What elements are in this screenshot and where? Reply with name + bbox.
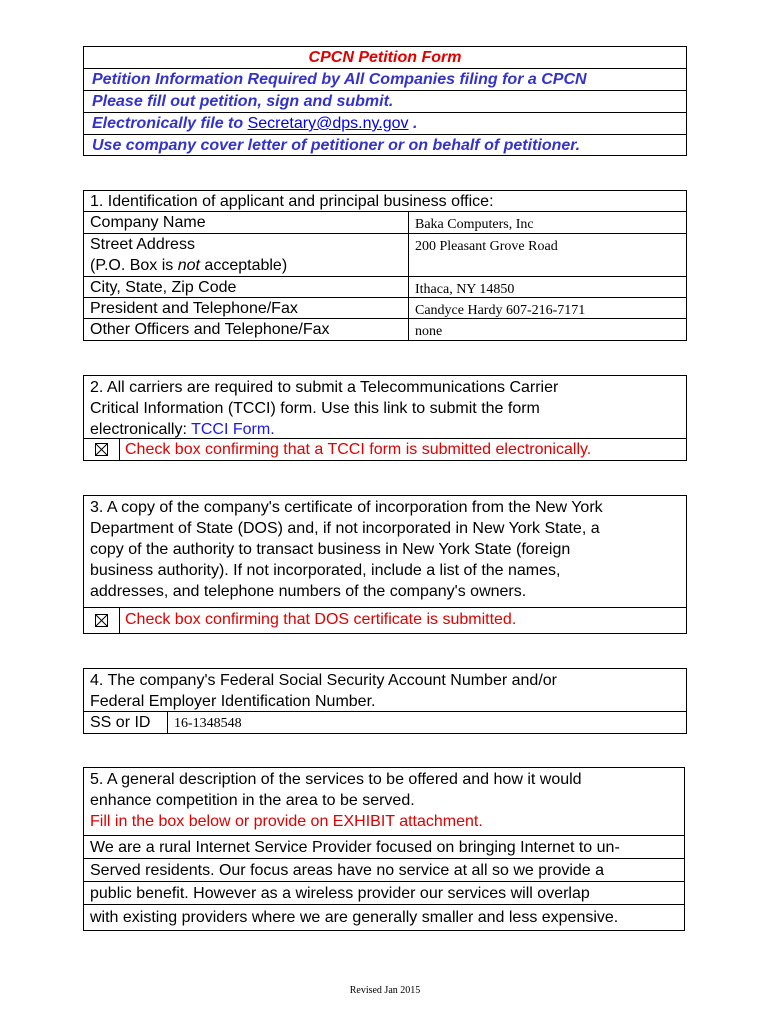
services-answer-line-2[interactable]: Served residents. Our focus areas have no service at all so we provide a [84,859,684,882]
city-state-zip-value[interactable]: Ithaca, NY 14850 [415,282,515,297]
section-5-box [83,767,685,931]
dos-check-row [84,608,686,633]
ss-id-label: SS or ID [84,712,168,733]
checked-box-icon [95,614,108,627]
section-3-text: 3. A copy of the company's certificate of incorporation from the New York Department of State (DOS) and, if not incorporated in New York State, a copy of the authority to transact business in New York State (foreign business authority). If not incorporated, include a list of the names, addresses, and telephone numbers of the company's owners. [84,496,686,608]
other-officers-label: Other Officers and Telephone/Fax [84,319,409,340]
dos-check-label: Check box confirming that DOS certificate is submitted. [125,611,517,628]
other-officers-value[interactable]: none [415,324,443,339]
other-officers-row [84,319,686,340]
po-box-note: (P.O. Box is not acceptable) [90,257,288,274]
ss-id-value[interactable]: 16-1348548 [174,716,242,731]
section-4-text: 4. The company's Federal Social Security Account Number and/or Federal Employer Identification Number. [84,669,686,712]
form-title: CPCN Petition Form [84,47,686,69]
street-address-row [84,234,686,277]
street-address-label [84,234,409,276]
president-row [84,298,686,319]
section-1-heading: 1. Identification of applicant and principal business office: [84,191,686,212]
header-line-4: Use company cover letter of petitioner or on behalf of petitioner. [92,137,581,154]
section-2-box [83,375,687,461]
tcci-form-link[interactable]: TCCI Form [191,421,271,438]
president-value[interactable]: Candyce Hardy 607-216-7171 [415,303,586,318]
section-5-instruction: Fill in the box below or provide on EXHIBIT attachment. [90,813,483,830]
header-line-3-suffix: . [412,115,418,132]
header-line-3 [84,113,686,135]
revision-footer: Revised Jan 2015 [349,985,421,996]
tcci-check-row [84,439,686,460]
secretary-email-link[interactable]: Secretary@dps.ny.gov [247,115,409,132]
section-3-box [83,495,687,634]
street-address-value[interactable]: 200 Pleasant Grove Road [415,239,558,254]
header-line-2: Please fill out petition, sign and submit. [84,91,686,113]
services-answer-line-4[interactable]: with existing providers where we are generally smaller and less expensive. [90,909,619,926]
section-1-box [83,190,687,341]
company-name-row [84,212,686,234]
ss-id-row [84,712,686,733]
street-address-label-line1: Street Address [90,236,195,253]
city-state-zip-row [84,277,686,298]
tcci-checkbox[interactable] [84,439,120,460]
checked-box-icon [95,443,108,456]
section-4-box [83,668,687,734]
company-name-label: Company Name [84,212,409,233]
company-name-value[interactable]: Baka Computers, Inc [415,217,534,232]
section-2-text: 2. All carriers are required to submit a Telecommunications Carrier Critical Information (TCCI) form. Use this link to submit the form electronically: TCCI Form. [84,376,686,439]
services-answer-line-3[interactable]: public benefit. However as a wireless provider our services will overlap [84,882,684,905]
header-line-3-prefix: Electronically file to [92,115,244,132]
president-label: President and Telephone/Fax [84,298,409,318]
dos-checkbox[interactable] [84,608,120,633]
header-box [83,46,687,156]
header-line-1: Petition Information Required by All Companies filing for a CPCN [84,69,686,91]
section-5-text: 5. A general description of the services to be offered and how it would enhance competition in the area to be served. Fill in the box below or provide on EXHIBIT attachment. [84,768,684,836]
city-state-zip-label: City, State, Zip Code [84,277,409,297]
tcci-check-label: Check box confirming that a TCCI form is submitted electronically. [125,441,592,458]
services-answer-line-1[interactable]: We are a rural Internet Service Provider focused on bringing Internet to un- [84,836,684,859]
